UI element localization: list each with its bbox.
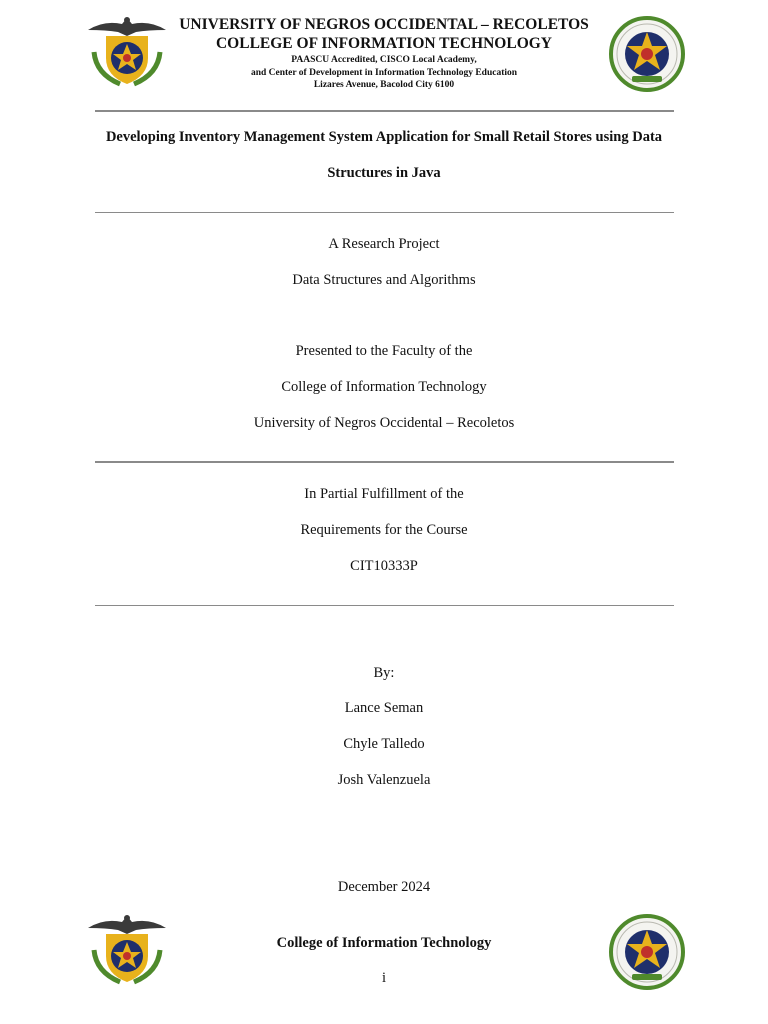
by-label: By: [373, 665, 395, 681]
university-name: UNIVERSITY OF NEGROS OCCIDENTAL – RECOLETOS [179, 16, 589, 33]
presented-line-3: University of Negros Occidental – Recoletos [253, 415, 515, 431]
fulfillment-line-2: Requirements for the Course [300, 522, 468, 538]
project-type: A Research Project [328, 236, 440, 252]
page-number: i [381, 970, 387, 986]
project-title-line-1: Developing Inventory Management System Application for Small Retail Stores using Data [105, 129, 663, 145]
accreditation-line: PAASCU Accredited, CISCO Local Academy, [291, 55, 477, 65]
center-line: and Center of Development in Information Technology Education [250, 68, 518, 78]
course-code: CIT10333P [350, 558, 418, 574]
author-name: Lance Seman [344, 700, 424, 716]
fulfillment-line-1: In Partial Fulfillment of the [304, 486, 464, 502]
presented-divider [95, 461, 674, 463]
footer-college-name: College of Information Technology [276, 935, 492, 951]
course-name: Data Structures and Algorithms [292, 272, 476, 288]
project-title-line-2: Structures in Java [327, 165, 441, 181]
header-divider [95, 110, 674, 112]
address-line: Lizares Avenue, Bacolod City 6100 [313, 80, 455, 90]
college-name: COLLEGE OF INFORMATION TECHNOLOGY [215, 35, 552, 52]
presented-line-1: Presented to the Faculty of the [295, 343, 473, 359]
title-divider [95, 212, 674, 213]
author-name: Chyle Talledo [343, 736, 425, 752]
presented-line-2: College of Information Technology [281, 379, 487, 395]
fulfillment-divider [95, 605, 674, 606]
author-name: Josh Valenzuela [337, 772, 431, 788]
submission-date: December 2024 [337, 879, 431, 895]
